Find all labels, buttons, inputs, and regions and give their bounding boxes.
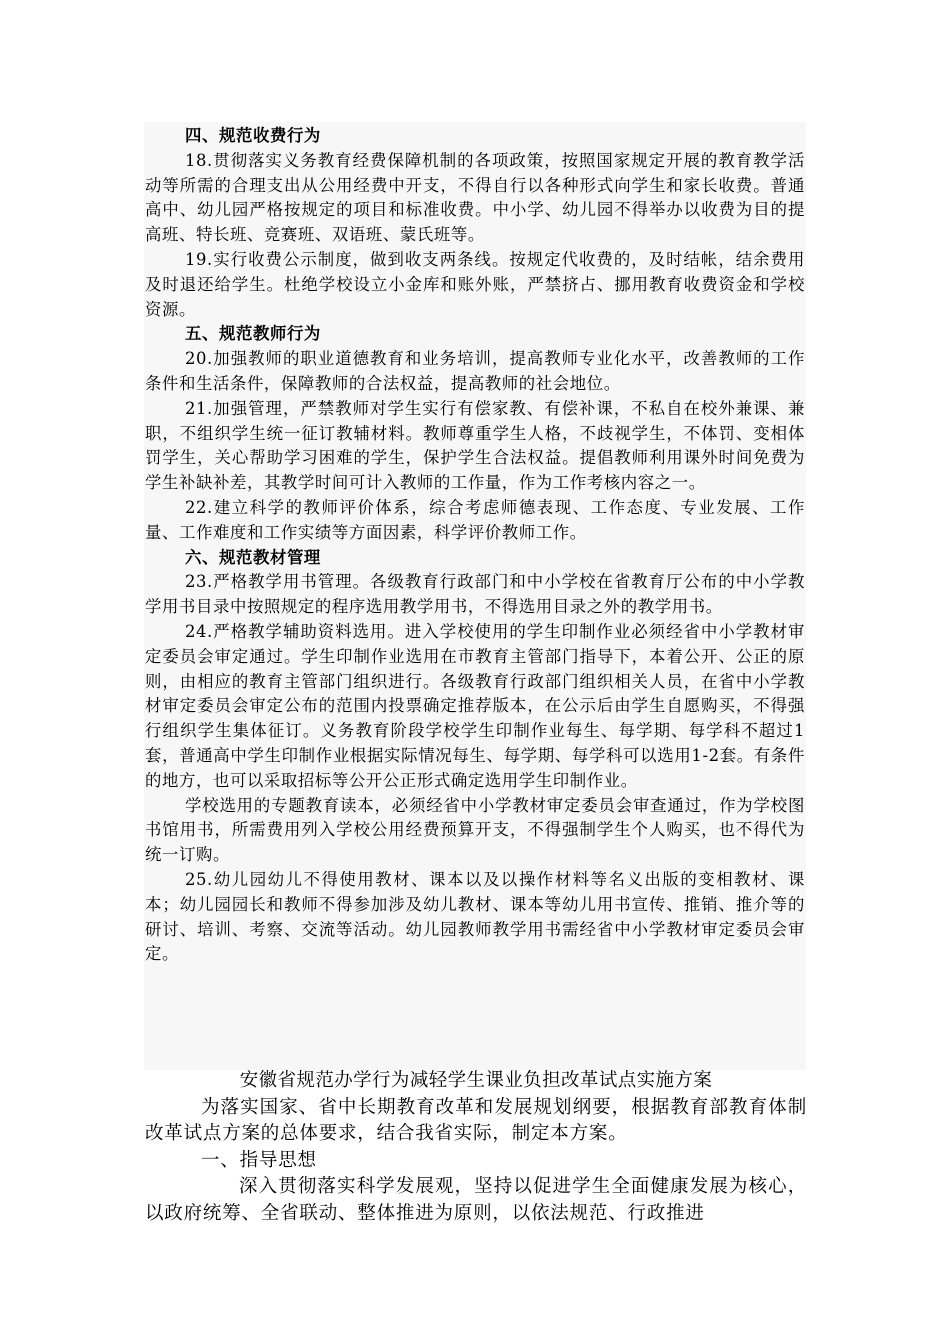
intro-paragraph: 为落实国家、省中长期教育改革和发展规划纲要，根据教育部教育体制改革试点方案的总体要求，结合我省实际，制定本方案。 <box>145 1096 807 1144</box>
heading-fee-regulation: 四、规范收费行为 <box>185 126 321 145</box>
paragraph-20: 20.加强教师的职业道德教育和业务培训，提高教师专业化水平，改善教师的工作条件和生活条件，保障教师的合法权益，提高教师的社会地位。 <box>145 349 805 393</box>
guiding-ideology-paragraph: 深入贯彻落实科学发展观，坚持以促进学生全面健康发展为核心，以政府统筹、全省联动、整体推进为原则，以依法规范、行政推进 <box>145 1176 807 1224</box>
paragraph-25: 25.幼儿园幼儿不得使用教材、课本以及以操作材料等名义出版的变相教材、课本；幼儿园园长和教师不得参加涉及幼儿教材、课本等幼儿用书宣传、推销、推介等的研讨、培训、考察、交流等活动。幼儿园教师教学用书需经省中小学教材审定委员会审定。 <box>145 869 805 964</box>
heading-textbook-management: 六、规范教材管理 <box>185 547 321 567</box>
paragraph-21: 21.加强管理，严禁教师对学生实行有偿家教、有偿补课，不私自在校外兼课、兼职，不组织学生统一征订教辅材料。教师尊重学生人格，不歧视学生，不体罚、变相体罚学生，关心帮助学习困难的学生，保护学生合法权益。提倡教师利用课外时间免费为学生补缺补差，其教学时间可计入教师的工作量，作为工作考核内容之一。 <box>145 398 805 493</box>
paragraph-24: 24.严格教学辅助资料选用。进入学校使用的学生印制作业必须经省中小学教材审定委员会审定通过。学生印制作业选用在市教育主管部门指导下，本着公开、公正的原则，由相应的教育主管部门组织进行。各级教育行政部门组织相关人员，在省中小学教材审定委员会审定公布的范围内投票确定推荐版本，在公示后由学生自愿购买，不得强行组织学生集体征订。义务教育阶段学校学生印制作业每生、每学期、每学科不超过1套，普通高中学生印制作业根据实际情况每生、每学期、每学科可以选用1-2套。有条件的地方，也可以采取招标等公开公正形式确定选用学生印制作业。 <box>145 621 805 790</box>
heading-guiding-ideology: 一、指导思想 <box>201 1149 317 1171</box>
implementation-plan-section <box>145 1068 807 1227</box>
regulations-section <box>145 124 805 967</box>
paragraph-22: 22.建立科学的教师评价体系，综合考虑师德表现、工作态度、专业发展、工作量、工作难度和工作实绩等方面因素，科学评价教师工作。 <box>145 497 805 542</box>
paragraph-23: 23.严格教学用书管理。各级教育行政部门和中小学校在省教育厅公布的中小学教学用书目录中按照规定的程序选用教学用书，不得选用目录之外的教学用书。 <box>145 572 805 617</box>
paragraph-24-continued: 学校选用的专题教育读本，必须经省中小学教材审定委员会审查通过，作为学校图书馆用书，所需费用列入学校公用经费预算开支，不得强制学生个人购买，也不得代为统一订购。 <box>145 795 805 865</box>
paragraph-19: 19.实行收费公示制度，做到收支两条线。按规定代收费的，及时结帐，结余费用及时退还给学生。杜绝学校设立小金库和账外账，严禁挤占、挪用教育收费资金和学校资源。 <box>145 249 805 319</box>
document-title: 安徽省规范办学行为减轻学生课业负担改革试点实施方案 <box>239 1070 713 1091</box>
heading-teacher-conduct: 五、规范教师行为 <box>185 324 321 344</box>
paragraph-18: 18.贯彻落实义务教育经费保障机制的各项政策，按照国家规定开展的教育教学活动等所需的合理支出从公用经费中开支，不得自行以各种形式向学生和家长收费。普通高中、幼儿园严格按规定的项目和标准收费。中小学、幼儿园不得举办以收费为目的提高班、特长班、竞赛班、双语班、蒙氏班等。 <box>145 150 805 245</box>
